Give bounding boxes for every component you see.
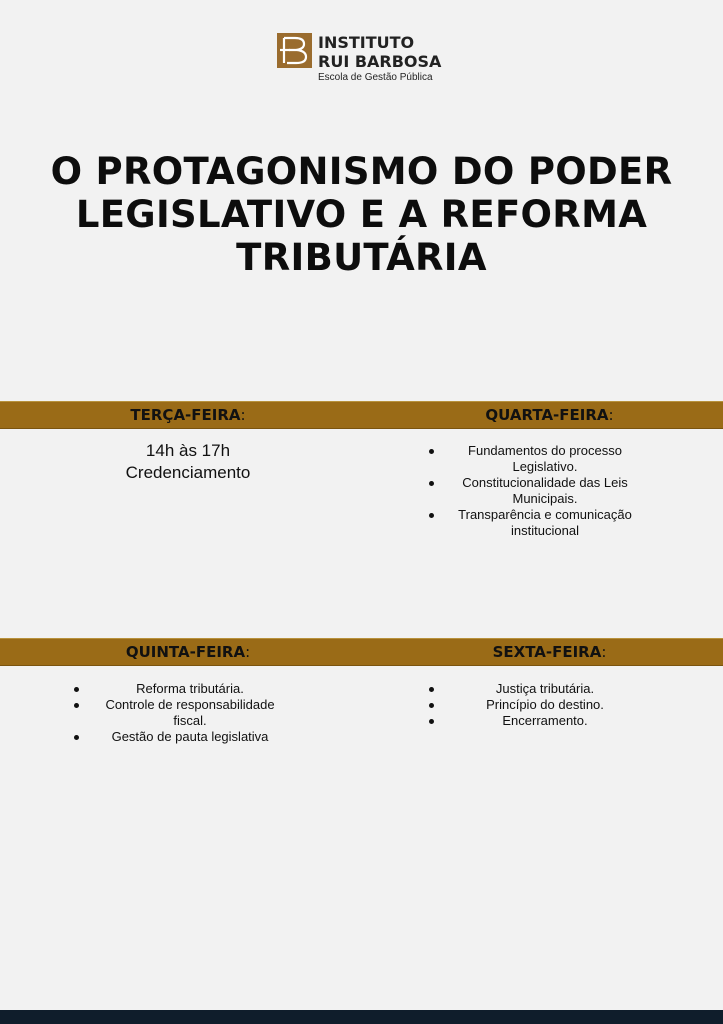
- thursday-list: [90, 681, 290, 745]
- thursday-label-text: QUINTA-FEIRA: [125, 643, 246, 661]
- tuesday-time: 14h às 17h: [145, 441, 231, 460]
- title-line-2: LEGISLATIVO E A REFORMA: [75, 193, 648, 236]
- list-item: Fundamentos do processo Legislativo.: [445, 443, 645, 475]
- title-line-3: TRIBUTÁRIA: [236, 236, 487, 279]
- title-line-1: O PROTAGONISMO DO PODER: [50, 150, 673, 193]
- wednesday-label-text: QUARTA-FEIRA: [485, 406, 609, 424]
- friday-list: [445, 681, 645, 729]
- list-item: Princípio do destino.: [445, 697, 645, 713]
- list-item: Controle de responsabilidade fiscal.: [90, 697, 290, 729]
- list-item: Encerramento.: [445, 713, 645, 729]
- tuesday-label-text: TERÇA-FEIRA: [130, 406, 241, 424]
- schedule-band-1: [0, 401, 723, 429]
- schedule-band-2: [0, 638, 723, 666]
- friday-label-text: SEXTA-FEIRA: [492, 643, 602, 661]
- logo-monogram-icon: [277, 33, 312, 68]
- day-label-friday: SEXTA-FEIRA:: [492, 643, 607, 661]
- tuesday-content: [60, 440, 316, 484]
- day-label-wednesday: QUARTA-FEIRA:: [485, 406, 614, 424]
- list-item: Transparência e comunicação institucional: [445, 507, 645, 539]
- logo-subtitle: Escola de Gestão Pública: [318, 72, 433, 83]
- list-item: Gestão de pauta legislativa: [90, 729, 290, 745]
- day-label-thursday: QUINTA-FEIRA:: [125, 643, 251, 661]
- page-title: [20, 150, 703, 279]
- day-label-tuesday: TERÇA-FEIRA:: [130, 406, 246, 424]
- logo-line-1: INSTITUTO: [318, 33, 415, 52]
- tuesday-activity: Credenciamento: [125, 463, 251, 482]
- institute-logo: [277, 33, 441, 85]
- list-item: Reforma tributária.: [90, 681, 290, 697]
- list-item: Constitucionalidade das Leis Municipais.: [445, 475, 645, 507]
- logo-line-2: RUI BARBOSA: [318, 52, 442, 71]
- footer-bar: [0, 1010, 723, 1024]
- list-item: Justiça tributária.: [445, 681, 645, 697]
- wednesday-list: [445, 443, 645, 539]
